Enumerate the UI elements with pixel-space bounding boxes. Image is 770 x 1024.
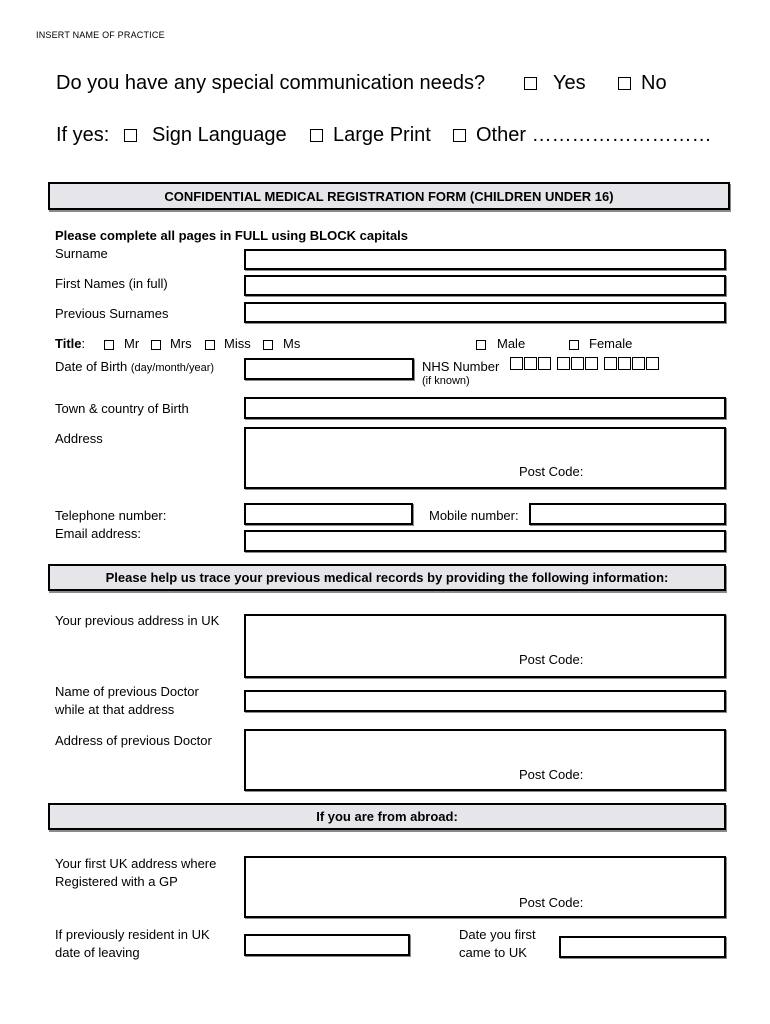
sign-language-checkbox[interactable]: [124, 129, 137, 147]
first-uk-address-label-line2: Registered with a GP: [55, 874, 178, 889]
nhs-digit-box[interactable]: [538, 357, 551, 370]
title-miss-checkbox[interactable]: [205, 337, 215, 355]
previous-surnames-field[interactable]: [244, 302, 726, 323]
title-row: [55, 335, 85, 353]
large-print-checkbox[interactable]: [310, 129, 323, 147]
comm-yes-checkbox[interactable]: [524, 77, 537, 95]
first-uk-address-post-code-label: Post Code:: [519, 895, 584, 910]
previously-resident-label-line2: date of leaving: [55, 945, 140, 960]
previous-address-field[interactable]: [244, 614, 726, 678]
dob-label-group: [55, 358, 214, 377]
nhs-digit-box[interactable]: [557, 357, 570, 370]
comm-question: Do you have any special communication needs?: [56, 72, 486, 94]
sign-language-label: Sign Language: [152, 124, 287, 146]
first-names-label: First Names (in full): [55, 276, 168, 291]
nhs-number-label: NHS Number: [422, 359, 500, 374]
male-checkbox[interactable]: [476, 337, 486, 355]
surname-label: Surname: [55, 246, 108, 261]
previous-address-label: Your previous address in UK: [55, 613, 220, 628]
title-mr-label: Mr: [124, 336, 140, 351]
nhs-digit-box[interactable]: [524, 357, 537, 370]
address-field[interactable]: [244, 427, 726, 489]
address-label: Address: [55, 431, 103, 446]
title-colon: :: [81, 336, 86, 351]
nhs-digit-box[interactable]: [604, 357, 617, 370]
title-ms-label: Ms: [283, 336, 301, 351]
instruction-text: Please complete all pages in FULL using BLOCK capitals: [55, 228, 409, 243]
abroad-bar: If you are from abroad:: [48, 803, 726, 830]
previously-resident-label-line1: If previously resident in UK: [55, 927, 210, 942]
other-label: Other ………………………: [476, 124, 712, 146]
comm-no-checkbox[interactable]: [618, 77, 631, 95]
comm-no-label: No: [641, 72, 667, 94]
previous-doctor-field[interactable]: [244, 690, 726, 712]
form-title-bar: CONFIDENTIAL MEDICAL REGISTRATION FORM (CHILDREN UNDER 16): [48, 182, 730, 210]
date-first-came-label-line2: came to UK: [459, 945, 527, 960]
nhs-digit-box[interactable]: [585, 357, 598, 370]
title-label: Title: [55, 336, 82, 351]
mobile-label: Mobile number:: [429, 508, 519, 523]
previous-doctor-label-line2: while at that address: [55, 702, 175, 717]
previous-address-post-code-label: Post Code:: [519, 652, 584, 667]
nhs-digit-box[interactable]: [571, 357, 584, 370]
nhs-number-boxes[interactable]: [510, 357, 659, 375]
email-field[interactable]: [244, 530, 726, 552]
title-miss-label: Miss: [224, 336, 251, 351]
mobile-field[interactable]: [529, 503, 726, 525]
town-country-birth-field[interactable]: [244, 397, 726, 419]
address-post-code-label: Post Code:: [519, 464, 584, 479]
previous-doctor-address-field[interactable]: [244, 729, 726, 791]
female-checkbox[interactable]: [569, 337, 579, 355]
first-uk-address-field[interactable]: [244, 856, 726, 918]
first-uk-address-label-line1: Your first UK address where: [55, 856, 217, 871]
telephone-field[interactable]: [244, 503, 413, 525]
dob-format: (day/month/year): [130, 362, 215, 374]
title-mrs-checkbox[interactable]: [151, 337, 161, 355]
date-first-came-field[interactable]: [559, 936, 726, 958]
email-label: Email address:: [55, 526, 141, 541]
title-mrs-label: Mrs: [170, 336, 192, 351]
previous-doctor-address-label: Address of previous Doctor: [55, 733, 212, 748]
practice-name: INSERT NAME OF PRACTICE: [36, 30, 165, 40]
town-country-birth-label: Town & country of Birth: [55, 401, 189, 416]
title-mr-checkbox[interactable]: [104, 337, 114, 355]
comm-yes-label: Yes: [553, 72, 586, 94]
large-print-label: Large Print: [333, 124, 431, 146]
nhs-number-note: (if known): [422, 375, 470, 387]
other-checkbox[interactable]: [453, 129, 466, 147]
surname-field[interactable]: [244, 249, 726, 270]
date-first-came-label-line1: Date you first: [459, 927, 536, 942]
first-names-field[interactable]: [244, 275, 726, 296]
previous-doctor-post-code-label: Post Code:: [519, 767, 584, 782]
nhs-digit-box[interactable]: [632, 357, 645, 370]
nhs-digit-box[interactable]: [646, 357, 659, 370]
if-yes-label: If yes:: [56, 124, 110, 146]
dob-field[interactable]: [244, 358, 414, 380]
title-ms-checkbox[interactable]: [263, 337, 273, 355]
nhs-digit-box[interactable]: [618, 357, 631, 370]
male-label: Male: [497, 336, 526, 351]
nhs-digit-box[interactable]: [510, 357, 523, 370]
previous-doctor-label-line1: Name of previous Doctor: [55, 684, 199, 699]
previous-surnames-label: Previous Surnames: [55, 306, 169, 321]
previous-records-bar: Please help us trace your previous medical records by providing the following information:: [48, 564, 726, 591]
telephone-label: Telephone number:: [55, 508, 167, 523]
dob-label: Date of Birth: [55, 359, 128, 374]
date-of-leaving-field[interactable]: [244, 934, 410, 956]
female-label: Female: [589, 336, 633, 351]
